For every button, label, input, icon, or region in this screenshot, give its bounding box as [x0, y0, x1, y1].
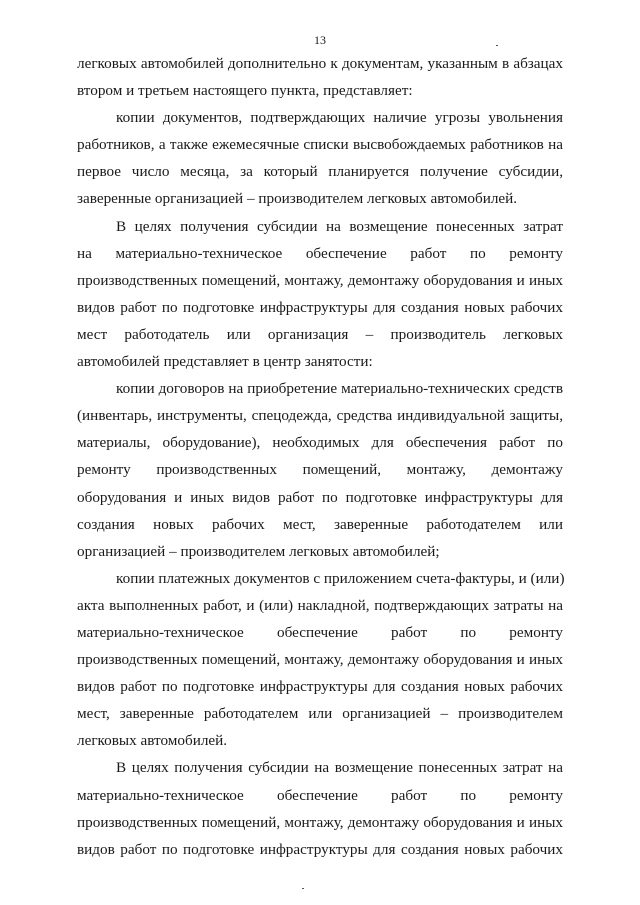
paragraph [77, 50, 563, 104]
paragraph [77, 375, 563, 565]
paragraph [77, 104, 563, 212]
text-line: (инвентарь, инструменты, спецодежда, средства индивидуальной защиты, [77, 407, 563, 425]
text-line: видов работ по подготовке инфраструктуры для создания новых рабочих [77, 678, 563, 696]
text-line: на материально-техническое обеспечение работ по ремонту [77, 244, 563, 262]
text-line: оборудования и иных видов работ по подготовке инфраструктуры для [77, 488, 563, 506]
text-line: В целях получения субсидии на возмещение понесенных затрат на [116, 759, 563, 777]
text-line: В целях получения субсидии на возмещение понесенных затрат [116, 217, 563, 235]
text-line: копии платежных документов с приложением счета-фактуры, и (или) [116, 569, 565, 587]
text-line: работников, а также ежемесячные списки высвобождаемых работников на [77, 136, 563, 154]
text-line: производственных помещений, монтажу, демонтажу оборудования и иных [77, 651, 563, 669]
text-line: мест работодатель или организация – производитель легковых [77, 325, 563, 343]
text-line: производственных помещений, монтажу, демонтажу оборудования и иных [77, 271, 563, 289]
text-line: копии договоров на приобретение материально-технических средств [116, 380, 563, 398]
document-body [77, 50, 563, 863]
text-line: легковых автомобилей дополнительно к документам, указанным в абзацах [77, 55, 563, 72]
text-line: создания новых рабочих мест, заверенные работодателем или [77, 515, 563, 533]
text-line: видов работ по подготовке инфраструктуры для создания новых рабочих [77, 298, 563, 316]
text-line: акта выполненных работ, и (или) накладной, подтверждающих затраты на [77, 596, 563, 614]
paragraph [77, 565, 563, 755]
text-line: видов работ по подготовке инфраструктуры для создания новых рабочих [77, 840, 563, 858]
text-line: ремонту производственных помещений, монтажу, демонтажу [77, 461, 563, 479]
paragraph [77, 754, 563, 862]
text-line: материально-техническое обеспечение работ по ремонту [77, 786, 563, 804]
text-line: материально-техническое обеспечение работ по ремонту [77, 623, 563, 641]
text-line: легковых автомобилей. [77, 732, 228, 750]
text-line: копии документов, подтверждающих наличие угрозы увольнения [116, 109, 563, 127]
page-number: 13 [314, 33, 326, 47]
scan-speck [496, 45, 498, 46]
text-line: заверенные организацией – производителем легковых автомобилей. [77, 190, 518, 208]
text-line: автомобилей представляет в центр занятости: [77, 353, 373, 371]
scan-speck [302, 888, 304, 889]
text-line: первое число месяца, за который планируется получение субсидии, [77, 163, 563, 181]
paragraph [77, 213, 563, 376]
text-line: производственных помещений, монтажу, демонтажу оборудования и иных [77, 813, 563, 831]
text-line: материалы, оборудование), необходимых для обеспечения работ по [77, 434, 563, 452]
text-line: организацией – производителем легковых автомобилей; [77, 542, 440, 560]
text-line: втором и третьем настоящего пункта, представляет: [77, 82, 413, 100]
text-line: мест, заверенные работодателем или организацией – производителем [77, 705, 563, 723]
